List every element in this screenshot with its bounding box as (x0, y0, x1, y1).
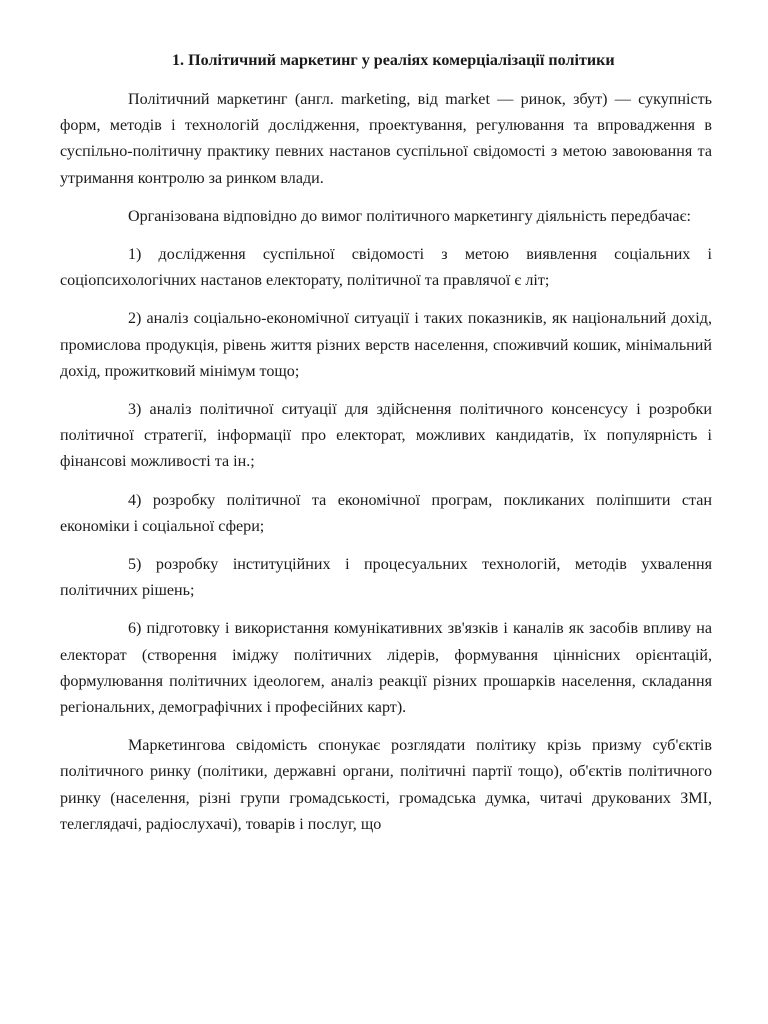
list-item-2: 2) аналіз соціально-економічної ситуації і таких показників, як національний дохід, промислова продукція, рівень життя різних верств населення, споживчий кошик, мінімальний дохід, прожитковий мінімум тощо; (60, 310, 712, 380)
document-page (60, 50, 712, 850)
list-item-3: 3) аналіз політичної ситуації для здійснення політичного консенсусу і розробки політичної стратегії, інформації про електорат, можливих кандидатів, їх популярність і фінансові можливості та ін.; (60, 401, 712, 471)
list-item-4: 4) розробку політичної та економічної програм, покликаних поліпшити стан економіки і соціальної сфери; (60, 491, 712, 535)
paragraph-intro: Організована відповідно до вимог політичного маркетингу діяльність передбачає: (128, 207, 691, 225)
list-item-5: 5) розробку інституційних і процесуальних технологій, методів ухвалення політичних рішень; (60, 556, 712, 600)
paragraph-marketing-consciousness: Маркетингова свідомість спонукає розглядати політику крізь призму суб'єктів політичного ринку (політики, державні органи, політичні партії тощо), об'єктів політичного ринку (населення, різні групи громадськості, громадська думка, читачі друкованих ЗМІ, телеглядачі, радіослухачі), товарів і послуг, що (60, 737, 712, 833)
list-item-6: 6) підготовку і використання комунікативних зв'язків і каналів як засобів впливу на електорат (створення іміджу політичних лідерів, формування ціннісних орієнтацій, формулювання політичних ідеологем, аналіз реакції різних прошарків населення, складання регіональних, демографічних і професійних карт). (60, 620, 712, 717)
paragraph-definition: Політичний маркетинг (англ. marketing, від market — ринок, збут) — сукупність форм, методів і технологій дослідження, проектування, регулювання та впровадження в суспільно-політичну практику певних настанов суспільної свідомості з метою завоювання та утримання контролю за ринком влади. (60, 91, 712, 187)
list-item-1: 1) дослідження суспільної свідомості з метою виявлення соціальних і соціопсихологічних настанов електорату, політичної та правлячої є літ; (60, 246, 712, 290)
section-heading: 1. Політичний маркетинг у реаліях комерціалізації політики (172, 52, 615, 69)
